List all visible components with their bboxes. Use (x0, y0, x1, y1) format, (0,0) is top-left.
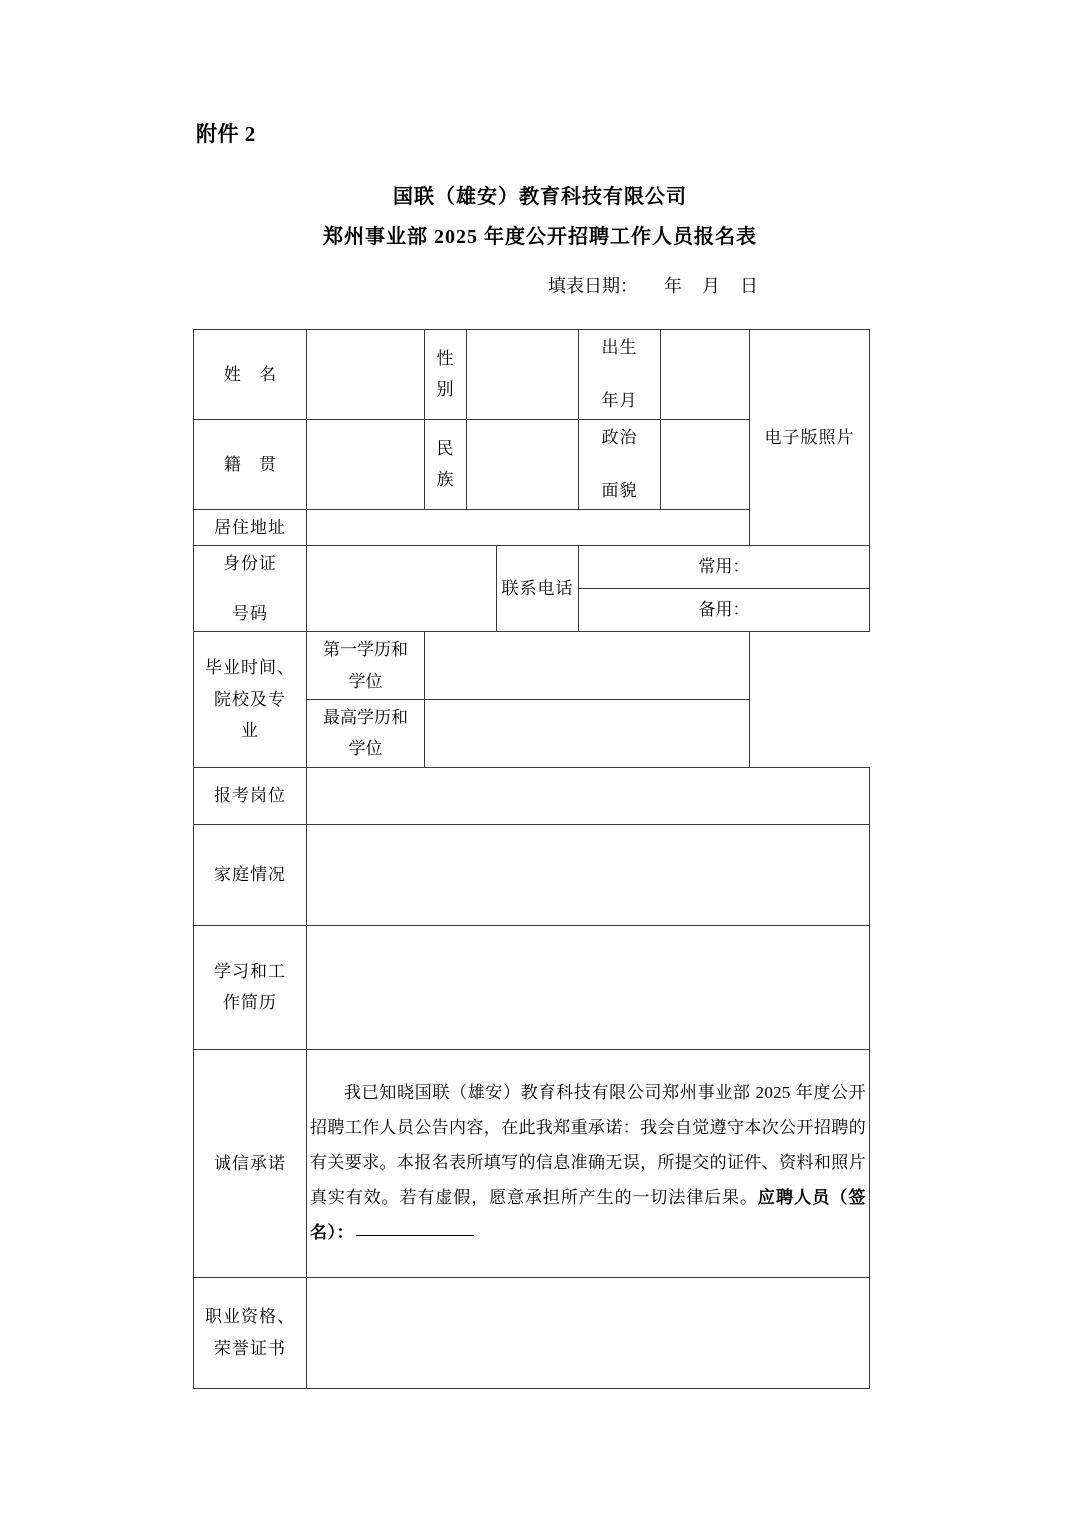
birth-date-label-line-2: 年月 (601, 391, 638, 411)
education-label-line-3: 业 (241, 721, 259, 741)
first-degree-value-cell[interactable] (425, 632, 750, 700)
family-value-cell[interactable] (307, 824, 870, 925)
table-row-certificates (194, 1277, 870, 1388)
table-row-family (194, 824, 870, 925)
name-label: 姓 名 (194, 330, 307, 420)
signature-underline[interactable] (356, 1235, 474, 1236)
certificates-value-cell[interactable] (307, 1277, 870, 1388)
first-degree-label-line-2: 学位 (348, 671, 383, 691)
birth-date-label (579, 330, 661, 420)
id-number-label-line-2: 号码 (232, 603, 268, 623)
phone-primary-field[interactable]: 常用： (579, 546, 870, 589)
gender-label (425, 330, 467, 420)
table-row-commitment (194, 1049, 870, 1277)
document-title-line-2: 郑州事业部 2025 年度公开招聘工作人员报名表 (323, 226, 757, 248)
experience-label-line-2: 作简历 (223, 993, 277, 1013)
commitment-text: 我已知晓国联（雄安）教育科技有限公司郑州事业部 2025 年度公开招聘工作人员公告内容，在此我郑重承诺：我会自觉遵守本次公开招聘的有关要求。本报名表所填写的信息准确无误，所提交的证件、资料和照片真实有效。若有虚假，愿意承担所产生的一切法律后果。 (310, 1083, 866, 1207)
highest-degree-label-line-2: 学位 (348, 739, 383, 759)
position-value-cell[interactable] (307, 767, 870, 824)
political-status-label-line-1: 政治 (601, 427, 638, 447)
ethnicity-label-char-2: 族 (436, 470, 455, 490)
gender-label-char-2: 别 (436, 380, 455, 400)
document-title-line-1: 国联（雄安）教育科技有限公司 (393, 186, 687, 208)
birth-date-label-line-1: 出生 (601, 338, 638, 357)
address-value-cell[interactable] (307, 509, 750, 545)
fill-date-month: 月 (702, 276, 720, 296)
highest-degree-label-line-1: 最高学历和 (323, 707, 408, 727)
ethnicity-label-char-1: 民 (436, 438, 455, 458)
phone-backup-field[interactable]: 备用： (579, 589, 870, 632)
commitment-label: 诚信承诺 (194, 1049, 307, 1277)
gender-value-cell[interactable] (467, 330, 579, 420)
education-label (194, 632, 307, 768)
highest-degree-label (307, 699, 425, 767)
native-place-label: 籍 贯 (194, 419, 307, 509)
certificates-label (194, 1277, 307, 1388)
table-row-name (194, 330, 870, 420)
experience-label-line-1: 学习和工 (214, 961, 286, 981)
photo-placeholder[interactable]: 电子版照片 (750, 330, 870, 546)
gender-label-char-1: 性 (436, 349, 455, 368)
table-row-position (194, 767, 870, 824)
commitment-signature-label: 应聘人员（签名）： (310, 1187, 867, 1242)
attachment-label: 附件 2 (196, 122, 256, 146)
certificates-label-line-1: 职业资格、 (205, 1307, 295, 1327)
birth-date-value-cell[interactable] (661, 330, 750, 420)
name-value-cell[interactable] (307, 330, 425, 420)
experience-label (194, 925, 307, 1049)
table-row-first-degree (194, 632, 870, 700)
first-degree-label-line-1: 第一学历和 (323, 640, 408, 660)
address-label: 居住地址 (194, 509, 307, 545)
certificates-label-line-2: 荣誉证书 (214, 1338, 286, 1358)
ethnicity-value-cell[interactable] (467, 419, 579, 509)
fill-date-label: 填表日期： (548, 276, 638, 296)
id-number-value-cell[interactable] (307, 546, 497, 632)
fill-date-line (548, 272, 758, 298)
phone-label: 联系电话 (497, 546, 579, 632)
registration-form-table (193, 329, 870, 1389)
native-place-value-cell[interactable] (307, 419, 425, 509)
fill-date-year: 年 (664, 276, 682, 296)
experience-value-cell[interactable] (307, 925, 870, 1049)
political-status-label-line-2: 面貌 (601, 481, 638, 501)
education-label-line-2: 院校及专 (214, 689, 286, 709)
table-row-experience (194, 925, 870, 1049)
family-label: 家庭情况 (194, 824, 307, 925)
commitment-paragraph (310, 1076, 866, 1250)
education-label-line-1: 毕业时间、 (205, 658, 295, 678)
first-degree-label (307, 632, 425, 700)
highest-degree-value-cell[interactable] (425, 699, 750, 767)
fill-date-day: 日 (740, 276, 758, 296)
political-status-label (579, 419, 661, 509)
commitment-content-cell (307, 1049, 870, 1277)
id-number-label-line-1: 身份证 (223, 554, 277, 574)
ethnicity-label (425, 419, 467, 509)
political-status-value-cell[interactable] (661, 419, 750, 509)
id-number-label (194, 546, 307, 632)
position-label: 报考岗位 (194, 767, 307, 824)
table-row-id-phone-primary (194, 546, 870, 589)
